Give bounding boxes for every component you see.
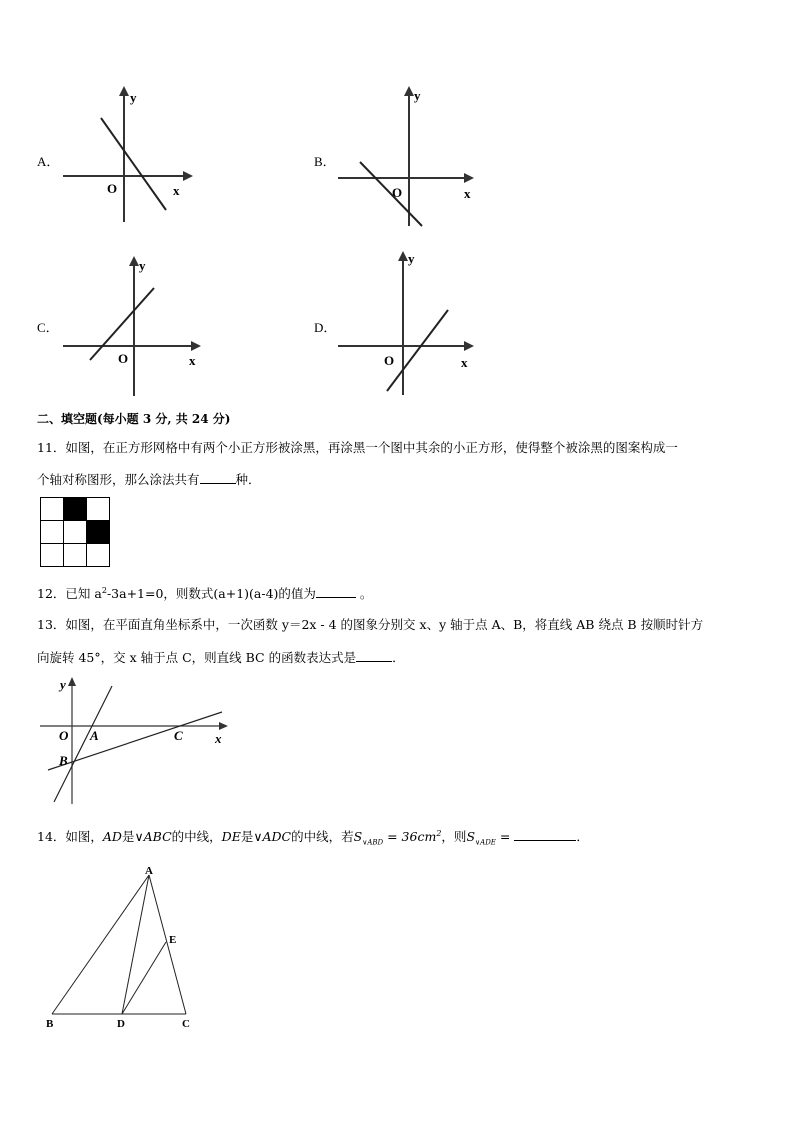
y-axis-label: y	[60, 677, 66, 692]
option-b-label: B．	[314, 154, 336, 169]
y-axis-label: y	[130, 90, 137, 105]
q14-math-sup: 2	[436, 828, 442, 838]
x-axis-label: x	[464, 186, 471, 201]
point-b-label: B	[59, 753, 68, 768]
answer-blank	[316, 585, 356, 598]
x-axis-label: x	[215, 731, 222, 746]
y-axis-label: y	[408, 251, 415, 266]
vertex-b-label: B	[46, 1018, 54, 1030]
q14-text: ，则	[441, 829, 467, 844]
grid-cell	[41, 544, 64, 567]
grid-cell	[41, 521, 64, 544]
option-a-label: A．	[37, 154, 60, 169]
q14-math: AD	[102, 829, 122, 844]
q12-sup: 2	[101, 585, 107, 595]
answer-blank	[200, 471, 236, 484]
point-e-label: E	[169, 934, 177, 946]
q14-triangle-figure	[40, 862, 210, 1037]
q11-line2	[37, 470, 261, 488]
q14-math: ∨ABC	[134, 829, 172, 844]
q11-grid	[40, 497, 110, 567]
q11-text-b: 种．	[235, 472, 261, 487]
origin-label: O	[118, 351, 129, 366]
y-axis-label: y	[139, 258, 146, 273]
q14-math: = 36cm	[383, 829, 437, 844]
answer-blank	[356, 649, 392, 662]
q12-post: 。	[355, 586, 373, 601]
q13-line2	[37, 648, 405, 666]
option-b-graph	[330, 80, 480, 230]
q11-line1: 11．如图，在正方形网格中有两个小正方形被涂黑，再涂黑一个图中其余的小正方形，使得整个被涂黑的图案构成一	[37, 440, 678, 455]
q11-text-a: 个轴对称图形，那么涂法共有	[37, 472, 200, 487]
q14-text: 的中线，	[171, 829, 222, 844]
q14-math-sub: ∨ABD	[362, 838, 384, 847]
option-c-graph	[55, 250, 210, 400]
x-axis-label: x	[173, 183, 180, 198]
grid-cell	[64, 521, 87, 544]
q13-figure	[38, 672, 238, 807]
q14-text: 14．如图，	[37, 829, 103, 844]
grid-cell	[41, 498, 64, 521]
q14-text: 是	[240, 829, 254, 844]
option-a-graph	[55, 80, 200, 230]
q14-math: S	[353, 829, 363, 844]
grid-cell-shaded	[64, 498, 87, 521]
q14-line	[37, 827, 589, 845]
option-d-label: D．	[314, 320, 337, 335]
option-d-graph	[330, 245, 480, 400]
q13-text-b: ．	[392, 650, 405, 665]
q13-line1: 13．如图，在平面直角坐标系中，一次函数 y＝2x - 4 的图象分别交 x、y 轴于点 A、B，将直线 AB 绕点 B 按顺时针方	[37, 617, 704, 632]
point-d-label: D	[117, 1018, 125, 1030]
vertex-c-label: C	[182, 1018, 190, 1030]
q12-line	[37, 584, 372, 602]
q14-math-sub: ∨ADE	[475, 838, 496, 847]
section-heading: 二、填空题(每小题 3 分, 共 24 分)	[37, 412, 231, 426]
point-o-label: O	[59, 728, 69, 743]
point-a-label: A	[90, 728, 99, 743]
option-c-label: C．	[37, 320, 59, 335]
point-c-label: C	[174, 728, 183, 743]
y-axis-label: y	[414, 88, 421, 103]
x-axis-label: x	[189, 353, 196, 368]
grid-cell	[87, 498, 110, 521]
x-axis-label: x	[461, 355, 468, 370]
q14-text: ．	[576, 829, 589, 844]
origin-label: O	[392, 185, 403, 200]
grid-cell	[64, 544, 87, 567]
vertex-a-label: A	[145, 865, 153, 877]
grid-cell-shaded	[87, 521, 110, 544]
q14-math: S	[466, 829, 476, 844]
q13-text-a: 向旋转 45°，交 x 轴于点 C，则直线 BC 的函数表达式是	[37, 650, 357, 665]
q14-math: ∨ADC	[253, 829, 292, 844]
q12-mid: -3a+1=0，则数式(a+1)(a-4)的值为	[106, 586, 316, 601]
q12-pre: 12．已知 a	[37, 586, 102, 601]
origin-label: O	[107, 181, 118, 196]
q14-text: 是	[121, 829, 135, 844]
grid-cell	[87, 544, 110, 567]
q14-math: DE	[221, 829, 241, 844]
origin-label: O	[384, 353, 395, 368]
q14-text: 的中线，若	[291, 829, 354, 844]
answer-blank	[514, 828, 576, 841]
q14-math: =	[495, 829, 515, 844]
